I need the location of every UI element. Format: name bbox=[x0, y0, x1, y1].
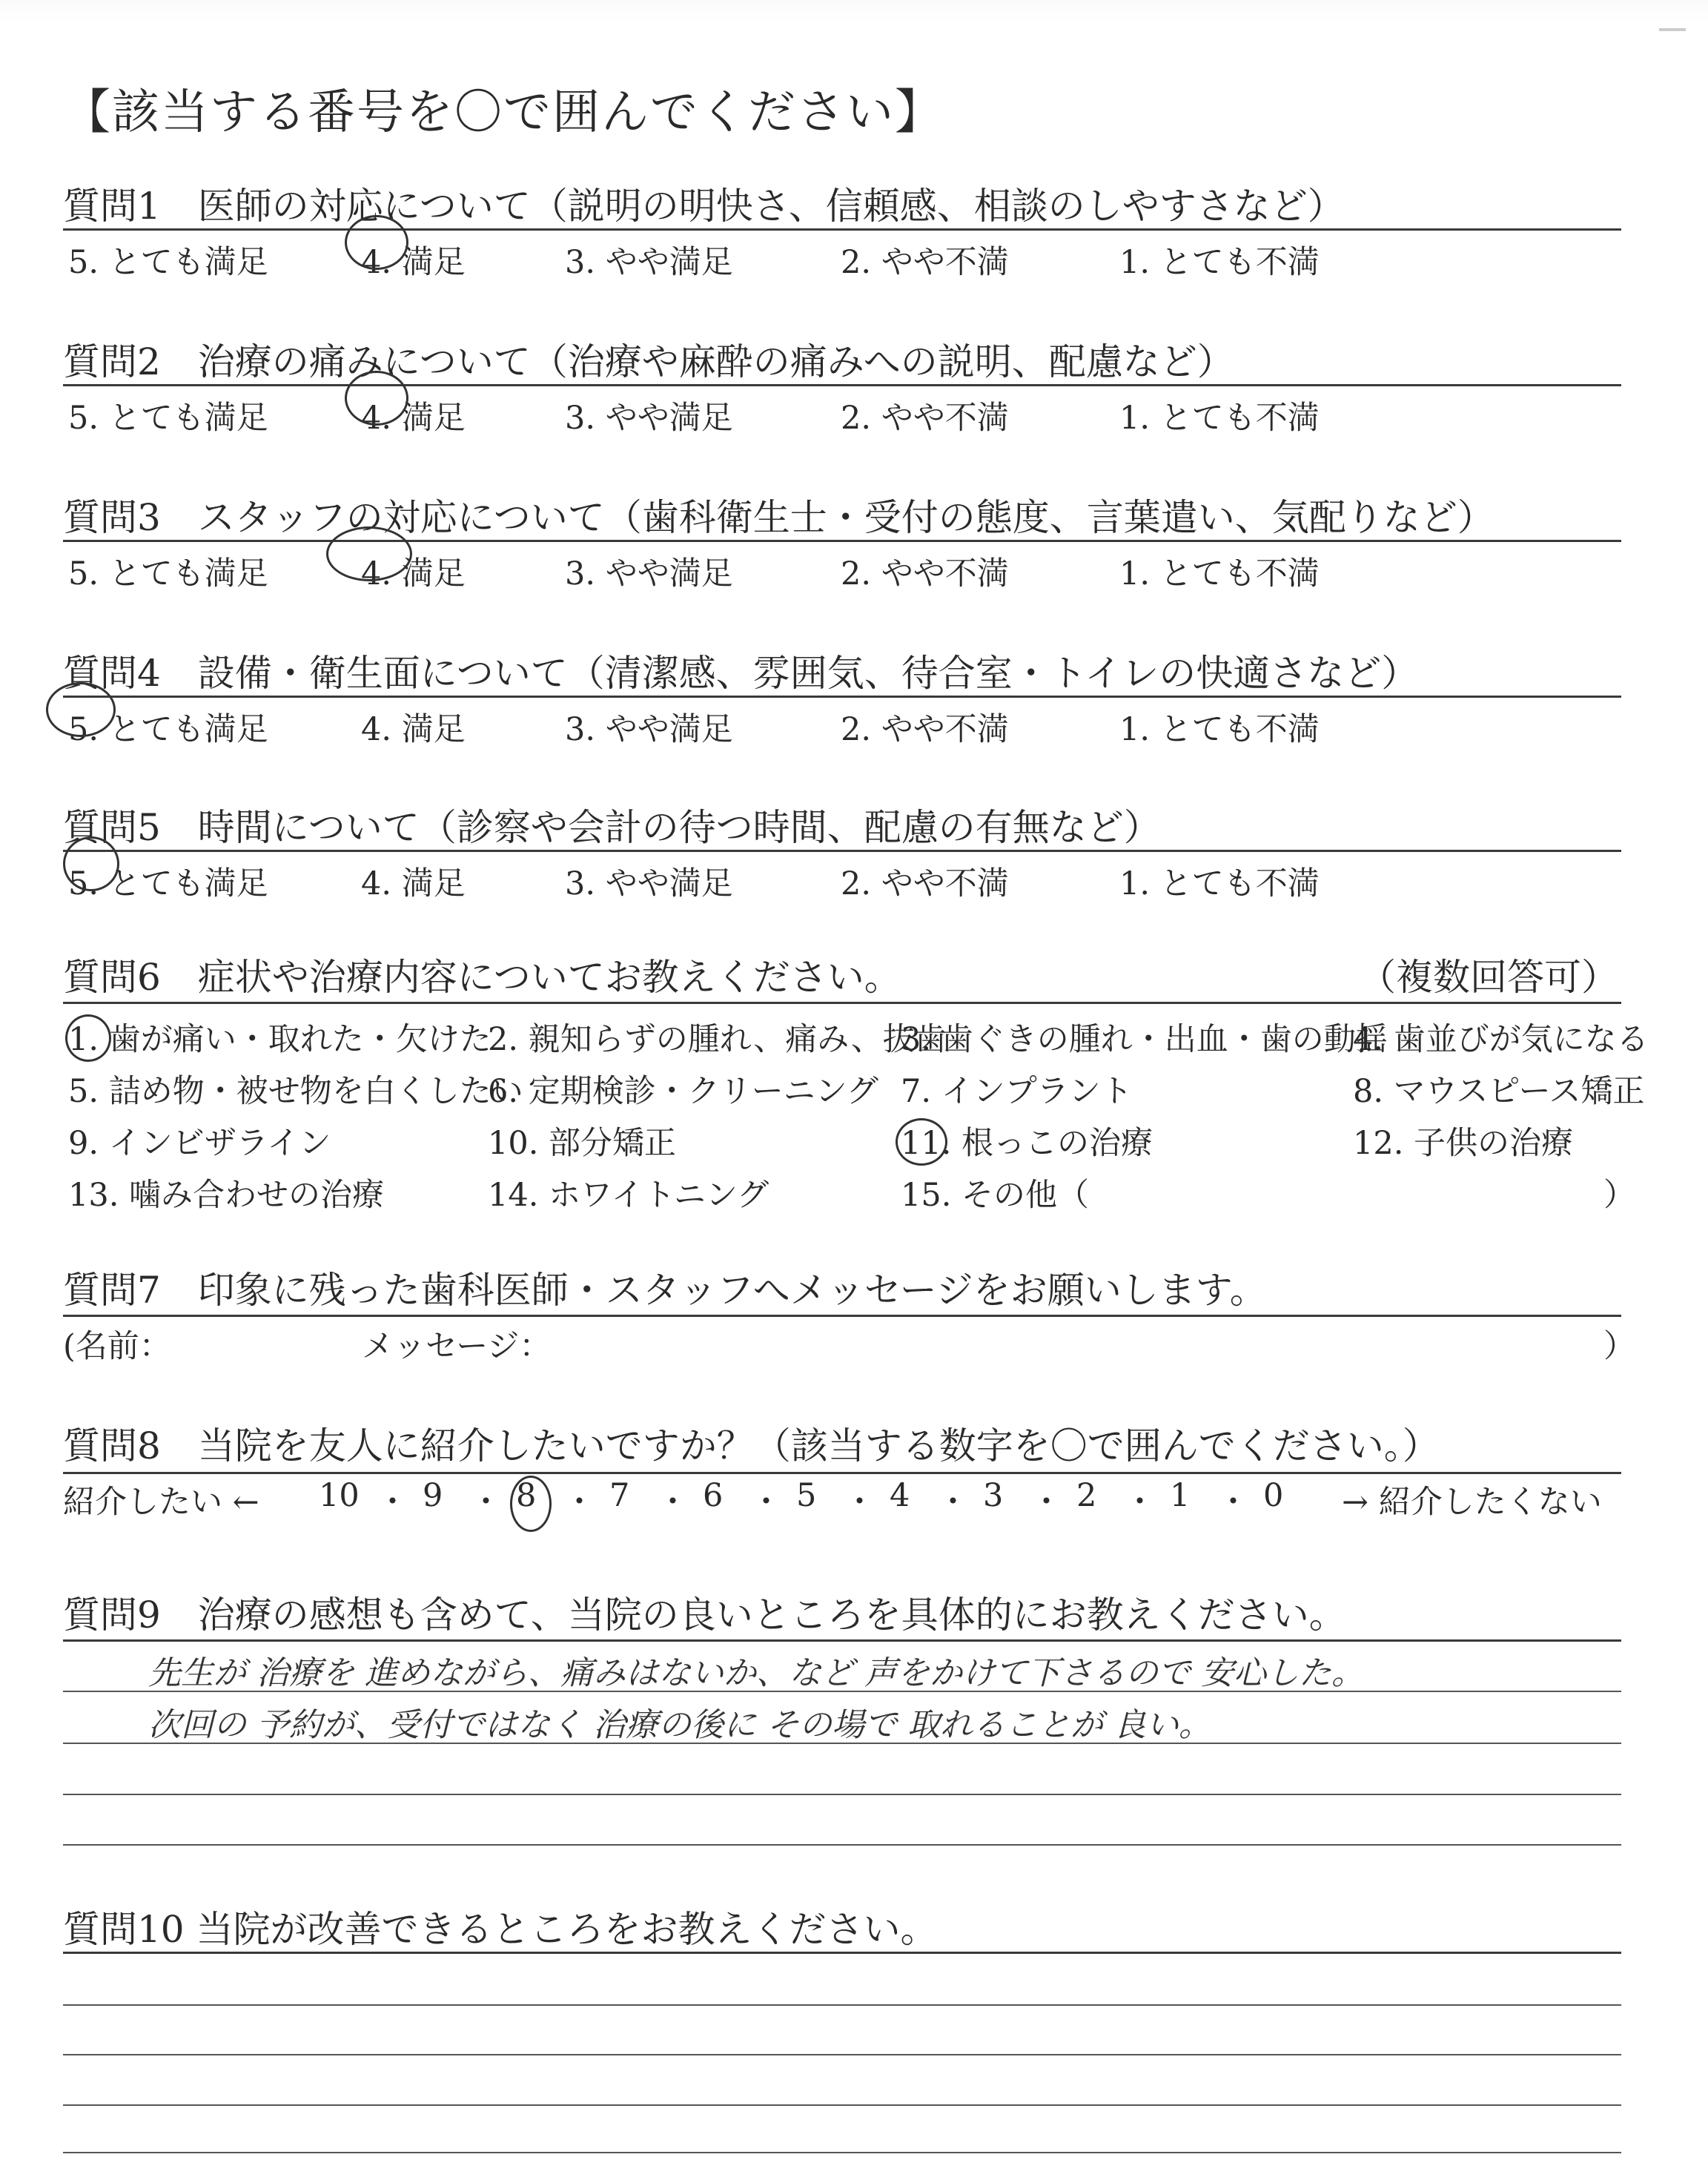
q9-line-3 bbox=[63, 1794, 1621, 1795]
q3-option-5[interactable]: 5. とても満足 bbox=[68, 555, 268, 592]
q5-option-5[interactable]: 5. とても満足 bbox=[68, 865, 268, 902]
q5-selection-circle bbox=[63, 836, 119, 891]
q4-selection-circle bbox=[46, 682, 116, 737]
q5-option-2[interactable]: 2. やや不満 bbox=[841, 865, 1009, 902]
q8-scale-0[interactable]: 10 bbox=[319, 1477, 360, 1514]
q3-option-4[interactable]: 4. 満足 bbox=[361, 555, 466, 592]
q4-rule bbox=[63, 696, 1621, 698]
q8-right-label: → 紹介したくない bbox=[1342, 1484, 1602, 1521]
q3-rule bbox=[63, 540, 1621, 542]
q7-message-label: メッセージ： bbox=[362, 1328, 552, 1365]
q4-option-5[interactable]: 5. とても満足 bbox=[68, 711, 268, 748]
q8-scale-5: ・ bbox=[563, 1484, 595, 1521]
q7-rule bbox=[63, 1315, 1621, 1317]
q6-option-3[interactable]: 3. 歯ぐきの腫れ・出血・歯の動揺 bbox=[901, 1021, 1388, 1058]
q8-scale-6[interactable]: 7 bbox=[609, 1477, 630, 1514]
q8-scale-3: ・ bbox=[470, 1484, 502, 1521]
q10-line-1 bbox=[63, 2004, 1621, 2006]
q6-option-10[interactable]: 10. 部分矯正 bbox=[488, 1125, 677, 1162]
q4-option-2[interactable]: 2. やや不満 bbox=[841, 711, 1009, 748]
q1-option-5[interactable]: 5. とても満足 bbox=[68, 244, 268, 281]
q8-scale-7: ・ bbox=[657, 1484, 689, 1521]
q9-rule bbox=[63, 1639, 1621, 1642]
q6-option-1[interactable]: 1. 歯が痛い・取れた・欠けた bbox=[68, 1021, 491, 1058]
q2-title: 質問2 治療の痛みについて（治療や麻酔の痛みへの説明、配慮など） bbox=[63, 340, 1234, 383]
q1-option-3[interactable]: 3. やや満足 bbox=[565, 244, 733, 281]
q10-rule bbox=[63, 1952, 1621, 1954]
q2-rule bbox=[63, 384, 1621, 386]
q6-option-4[interactable]: 4. 歯並びが気になる bbox=[1353, 1021, 1649, 1058]
q8-scale-2[interactable]: 9 bbox=[423, 1477, 443, 1514]
q8-selection-circle bbox=[510, 1476, 552, 1532]
q6-option-2[interactable]: 2. 親知らずの腫れ、痛み、抜歯 bbox=[488, 1021, 947, 1058]
q1-selection-circle bbox=[345, 215, 408, 270]
q10-line-2 bbox=[63, 2054, 1621, 2055]
q8-scale-17: ・ bbox=[1124, 1484, 1156, 1521]
q4-option-3[interactable]: 3. やや満足 bbox=[565, 711, 733, 748]
q4-option-1[interactable]: 1. とても不満 bbox=[1119, 711, 1320, 748]
q8-title: 質問8 当院を友人に紹介したいですか？（該当する数字を〇で囲んでください。） bbox=[63, 1424, 1440, 1467]
q6-option-13[interactable]: 13. 噛み合わせの治療 bbox=[68, 1177, 385, 1214]
q4-title: 質問4 設備・衛生面について（清潔感、雰囲気、待合室・トイレの快適さなど） bbox=[63, 652, 1419, 695]
q5-title: 質問5 時間について（診察や会計の待つ時間、配慮の有無など） bbox=[63, 806, 1161, 849]
q3-title: 質問3 スタッフの対応について（歯科衛生士・受付の態度、言葉遣い、気配りなど） bbox=[63, 496, 1494, 539]
q3-option-2[interactable]: 2. やや不満 bbox=[841, 555, 1009, 592]
q2-option-2[interactable]: 2. やや不満 bbox=[841, 400, 1009, 437]
q1-option-4[interactable]: 4. 満足 bbox=[361, 244, 466, 281]
q5-rule bbox=[63, 850, 1621, 852]
q8-scale-4[interactable]: 8 bbox=[516, 1477, 537, 1514]
q10-line-3 bbox=[63, 2104, 1621, 2106]
form-header: 【該当する番号を〇で囲んでください】 bbox=[63, 85, 944, 140]
q6-selection-circle-11 bbox=[896, 1118, 947, 1166]
q6-title: 質問6 症状や治療内容についてお教えください。 bbox=[63, 956, 901, 999]
q3-option-1[interactable]: 1. とても不満 bbox=[1119, 555, 1320, 592]
q5-option-4[interactable]: 4. 満足 bbox=[361, 865, 466, 902]
q2-selection-circle bbox=[345, 371, 408, 426]
q5-option-3[interactable]: 3. やや満足 bbox=[565, 865, 733, 902]
q6-option-5[interactable]: 5. 詰め物・被せ物を白くしたい bbox=[68, 1073, 523, 1110]
q9-title: 質問9 治療の感想も含めて、当院の良いところを具体的にお教えください。 bbox=[63, 1593, 1346, 1636]
q8-scale-13: ・ bbox=[937, 1484, 969, 1521]
q3-selection-circle bbox=[326, 526, 412, 581]
scan-top-edge bbox=[0, 0, 1708, 22]
q2-option-4[interactable]: 4. 満足 bbox=[361, 400, 466, 437]
q8-scale-9: ・ bbox=[750, 1484, 782, 1521]
q6-option-12[interactable]: 12. 子供の治療 bbox=[1353, 1125, 1574, 1162]
q8-scale-15: ・ bbox=[1030, 1484, 1062, 1521]
q6-option-8[interactable]: 8. マウスピース矯正 bbox=[1353, 1073, 1645, 1110]
q1-rule bbox=[63, 228, 1621, 231]
q7-name-label: (名前： bbox=[63, 1328, 171, 1365]
q9-answer-line-1: 先生が 治療を 進めながら、痛みはないか、など 声をかけて下さるので 安心した。 bbox=[148, 1654, 1364, 1692]
q3-option-3[interactable]: 3. やや満足 bbox=[565, 555, 733, 592]
q8-scale-12[interactable]: 4 bbox=[890, 1477, 910, 1514]
q8-scale-18[interactable]: 1 bbox=[1170, 1477, 1191, 1514]
q8-scale-1: ・ bbox=[377, 1484, 408, 1521]
q8-scale-11: ・ bbox=[844, 1484, 875, 1521]
q8-scale-20[interactable]: 0 bbox=[1263, 1477, 1284, 1514]
q6-option-11[interactable]: 11. 根っこの治療 bbox=[901, 1125, 1153, 1162]
q10-line-4 bbox=[63, 2152, 1621, 2153]
q8-rule bbox=[63, 1472, 1621, 1474]
q8-left-label: 紹介したい ← bbox=[63, 1484, 259, 1521]
q6-option-14[interactable]: 14. ホワイトニング bbox=[488, 1177, 769, 1214]
q2-option-5[interactable]: 5. とても満足 bbox=[68, 400, 268, 437]
q6-option-6[interactable]: 6. 定期検診・クリーニング bbox=[488, 1073, 878, 1110]
q10-title: 質問10 当院が改善できるところをお教えください。 bbox=[63, 1908, 938, 1951]
q4-option-4[interactable]: 4. 満足 bbox=[361, 711, 466, 748]
q2-option-3[interactable]: 3. やや満足 bbox=[565, 400, 733, 437]
q8-scale-8[interactable]: 6 bbox=[703, 1477, 724, 1514]
q9-answer-line-2: 次回の 予約が、受付ではなく 治療の後に その場で 取れることが 良い。 bbox=[148, 1706, 1211, 1744]
q7-close: ） bbox=[1603, 1328, 1635, 1365]
q6-option-15[interactable]: 15. その他（ bbox=[901, 1177, 1090, 1214]
q5-option-1[interactable]: 1. とても不満 bbox=[1119, 865, 1320, 902]
q8-scale-16[interactable]: 2 bbox=[1076, 1477, 1097, 1514]
q8-scale-14[interactable]: 3 bbox=[983, 1477, 1004, 1514]
q1-title: 質問1 医師の対応について（説明の明快さ、信頼感、相談のしやすさなど） bbox=[63, 185, 1345, 228]
q6-selection-circle-1 bbox=[65, 1014, 111, 1062]
q6-note: （複数回答可） bbox=[1359, 956, 1618, 999]
q8-scale-10[interactable]: 5 bbox=[796, 1477, 817, 1514]
q9-line-4 bbox=[63, 1844, 1621, 1846]
q6-option-7[interactable]: 7. インプラント bbox=[901, 1073, 1133, 1110]
q1-option-2[interactable]: 2. やや不満 bbox=[841, 244, 1009, 281]
q6-option-9[interactable]: 9. インビザライン bbox=[68, 1125, 331, 1162]
q2-option-1[interactable]: 1. とても不満 bbox=[1119, 400, 1320, 437]
q1-option-1[interactable]: 1. とても不満 bbox=[1119, 244, 1320, 281]
q7-title: 質問7 印象に残った歯科医師・スタッフへメッセージをお願いします。 bbox=[63, 1269, 1267, 1312]
q6-rule bbox=[63, 1002, 1621, 1004]
q8-scale-19: ・ bbox=[1217, 1484, 1249, 1521]
q6-option-16[interactable]: ） bbox=[1603, 1177, 1635, 1214]
